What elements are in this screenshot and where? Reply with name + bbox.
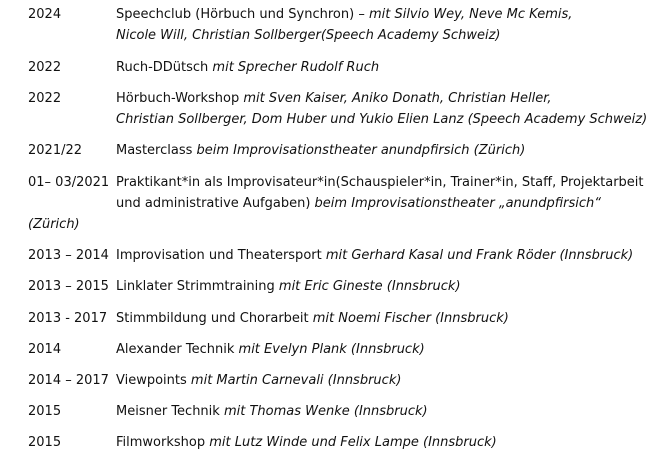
entry-year: 01– 03/2021 <box>28 175 110 190</box>
description-line <box>116 401 631 422</box>
entry-description <box>116 4 631 46</box>
entry-description <box>116 276 631 297</box>
course-location: (Zürich) <box>28 217 80 232</box>
description-line <box>116 4 631 25</box>
course-name: Linklater Strimmtraining <box>116 279 279 294</box>
entry-year: 2022 <box>28 60 62 75</box>
entry-description <box>116 308 631 329</box>
entry-description <box>116 401 631 422</box>
course-details: mit Thomas Wenke (Innsbruck) <box>223 404 428 419</box>
course-name: Speechclub (Hörbuch und Synchron) – <box>116 7 369 22</box>
entry-year: 2013 – 2015 <box>28 279 109 294</box>
course-details: Christian Sollberger, Dom Huber und Yukio Elien Lanz (Speech Academy Schweiz) <box>116 112 648 127</box>
course-details: beim Improvisationstheater „anundpfirsich“ <box>314 196 602 211</box>
entry-description <box>116 88 648 130</box>
entry-year: 2013 - 2017 <box>28 311 108 326</box>
entry-description <box>116 339 631 360</box>
description-line <box>116 432 631 453</box>
course-name: Masterclass <box>116 143 197 158</box>
description-line <box>116 140 631 161</box>
description-line <box>116 88 631 109</box>
course-details: mit Evelyn Plank (Innsbruck) <box>238 342 425 357</box>
description-line <box>116 308 631 329</box>
entry-year: 2014 <box>28 342 62 357</box>
entry-year: 2022 <box>28 91 62 106</box>
entry-year: 2014 – 2017 <box>28 373 109 388</box>
course-details: mit Silvio Wey, Neve Mc Kemis, <box>368 7 573 22</box>
entry-description <box>116 370 631 391</box>
entry-year: 2015 <box>28 404 62 419</box>
course-name: Hörbuch-Workshop <box>116 91 244 106</box>
entry-description <box>116 57 631 78</box>
entry-year: 2013 – 2014 <box>28 248 109 263</box>
course-name: und administrative Aufgaben) <box>116 196 315 211</box>
course-details: beim Improvisationstheater anundpfirsich (Zürich) <box>196 143 526 158</box>
description-line <box>116 172 644 193</box>
course-details: mit Eric Gineste (Innsbruck) <box>278 279 461 294</box>
course-details: mit Sven Kaiser, Aniko Donath, Christian Heller, <box>243 91 552 106</box>
course-name: Praktikant*in als Improvisateur*in(Schauspieler*in, Trainer*in, Staff, Projektarbeit <box>116 175 644 190</box>
description-line <box>116 109 648 130</box>
course-name: Improvisation und Theatersport <box>116 248 326 263</box>
course-name: Alexander Technik <box>116 342 239 357</box>
course-details: mit Gerhard Kasal und Frank Röder (Innsbruck) <box>325 248 634 263</box>
description-line <box>116 370 631 391</box>
entry-year: 2015 <box>28 435 62 450</box>
description-line <box>116 276 631 297</box>
description-line <box>116 57 631 78</box>
course-details: mit Lutz Winde und Felix Lampe (Innsbruck) <box>209 435 497 450</box>
description-line <box>116 245 634 266</box>
course-name: Meisner Technik <box>116 404 224 419</box>
entry-description <box>116 432 631 453</box>
description-line <box>116 339 631 360</box>
entry-year: 2024 <box>28 7 62 22</box>
entry-description <box>116 140 631 161</box>
description-line <box>116 193 631 214</box>
course-details: mit Martin Carnevali (Innsbruck) <box>190 373 402 388</box>
description-line <box>28 214 631 235</box>
course-details: Nicole Will, Christian Sollberger(Speech Academy Schweiz) <box>116 28 501 43</box>
course-details: mit Sprecher Rudolf Ruch <box>212 60 380 75</box>
course-details: mit Noemi Fischer (Innsbruck) <box>312 311 509 326</box>
entry-description <box>116 245 634 266</box>
description-line <box>116 25 631 46</box>
entry-year: 2021/22 <box>28 143 83 158</box>
course-name: Ruch-DDütsch <box>116 60 213 75</box>
course-name: Stimmbildung und Chorarbeit <box>116 311 313 326</box>
course-name: Viewpoints <box>116 373 191 388</box>
course-name: Filmworkshop <box>116 435 210 450</box>
